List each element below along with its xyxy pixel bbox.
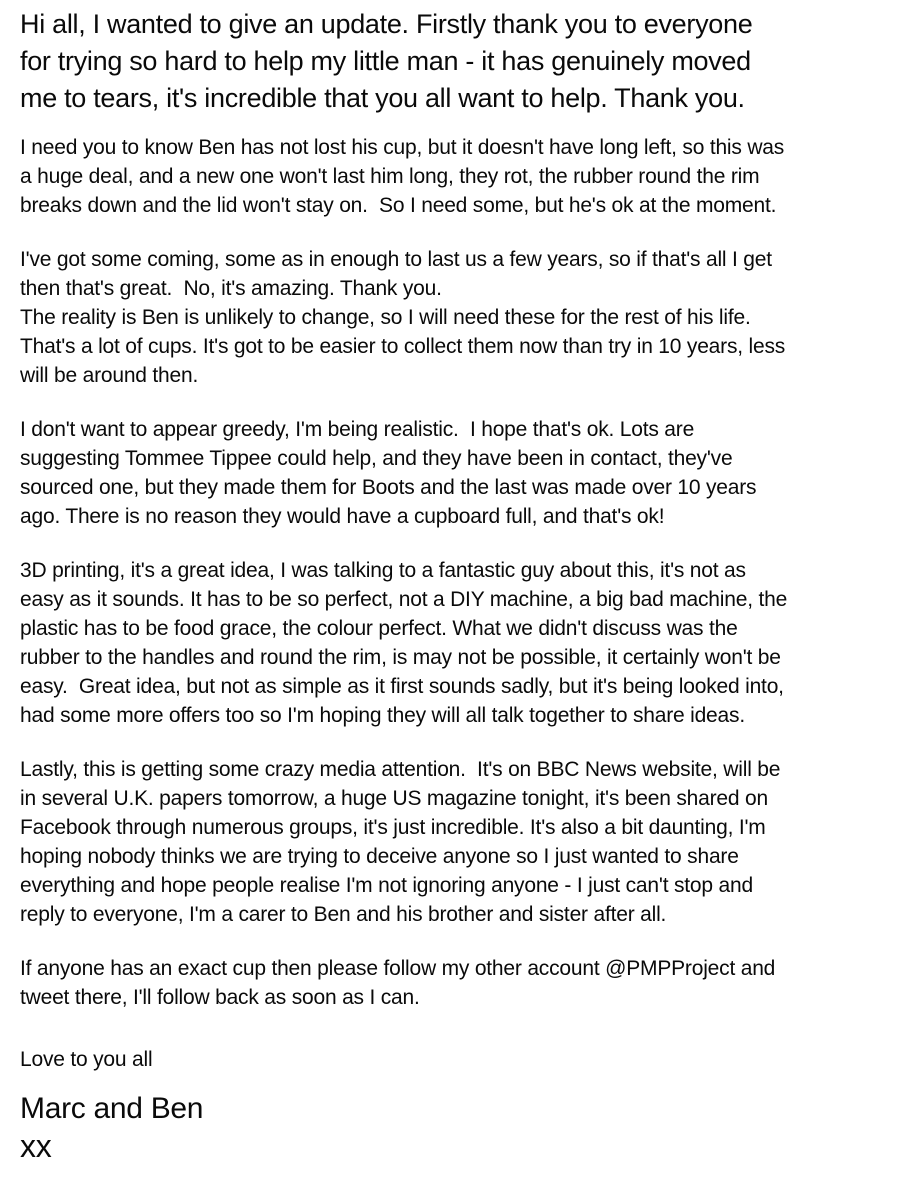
text-line: then that's great. No, it's amazing. Thank you. (20, 277, 442, 300)
signature: Marc and Ben (20, 1092, 204, 1125)
text-line: I've got some coming, some as in enough to last us a few years, so if that's all I get (20, 248, 772, 271)
text-line: a huge deal, and a new one won't last him long, they rot, the rubber round the rim (20, 165, 760, 188)
text-line: rubber to the handles and round the rim, is may not be possible, it certainly won't be (20, 646, 781, 669)
text-line: I don't want to appear greedy, I'm being realistic. I hope that's ok. Lots are (20, 418, 695, 441)
text-line: The reality is Ben is unlikely to change, so I will need these for the rest of his life. (20, 306, 751, 329)
text-line: hoping nobody thinks we are trying to deceive anyone so I just wanted to share (20, 845, 739, 868)
paragraph (20, 755, 894, 929)
text-line: easy. Great idea, but not as simple as it first sounds sadly, but it's being looked into, (20, 675, 784, 698)
text-line: me to tears, it's incredible that you all want to help. Thank you. (20, 83, 745, 113)
text-line: If anyone has an exact cup then please follow my other account @PMPProject and (20, 957, 776, 980)
text-line: reply to everyone, I'm a carer to Ben and his brother and sister after all. (20, 903, 667, 926)
text-line: Hi all, I wanted to give an update. Firstly thank you to everyone (20, 9, 753, 39)
paragraph (20, 245, 894, 390)
intro-paragraph (20, 6, 894, 117)
text-line: plastic has to be food grace, the colour perfect. What we didn't discuss was the (20, 617, 738, 640)
text-line: 3D printing, it's a great idea, I was talking to a fantastic guy about this, it's not as (20, 559, 746, 582)
text-line: in several U.K. papers tomorrow, a huge US magazine tonight, it's been shared on (20, 787, 768, 810)
paragraph (20, 954, 894, 1012)
paragraph (20, 133, 894, 220)
paragraph (20, 556, 894, 730)
text-line: suggesting Tommee Tippee could help, and they have been in contact, they've (20, 447, 733, 470)
valediction: Love to you all (20, 1048, 153, 1071)
signature-kisses: xx (20, 1128, 52, 1164)
text-line: had some more offers too so I'm hoping they will all talk together to share ideas. (20, 704, 745, 727)
text-line: ago. There is no reason they would have a cupboard full, and that's ok! (20, 505, 665, 528)
text-line: everything and hope people realise I'm not ignoring anyone - I just can't stop and (20, 874, 753, 897)
text-line: sourced one, but they made them for Boots and the last was made over 10 years (20, 476, 757, 499)
text-line: I need you to know Ben has not lost his cup, but it doesn't have long left, so this was (20, 136, 785, 159)
body-paragraphs (20, 133, 894, 1012)
text-line: Facebook through numerous groups, it's just incredible. It's also a bit daunting, I'm (20, 816, 766, 839)
text-line: Lastly, this is getting some crazy media attention. It's on BBC News website, will be (20, 758, 781, 781)
text-line: breaks down and the lid won't stay on. So I need some, but he's ok at the moment. (20, 194, 777, 217)
text-line: tweet there, I'll follow back as soon as I can. (20, 986, 420, 1009)
paragraph (20, 415, 894, 531)
text-line: That's a lot of cups. It's got to be easier to collect them now than try in 10 years, less (20, 335, 786, 358)
text-line: easy as it sounds. It has to be so perfect, not a DIY machine, a big bad machine, the (20, 588, 788, 611)
text-line: for trying so hard to help my little man - it has genuinely moved (20, 46, 751, 76)
text-line: will be around then. (20, 364, 199, 387)
